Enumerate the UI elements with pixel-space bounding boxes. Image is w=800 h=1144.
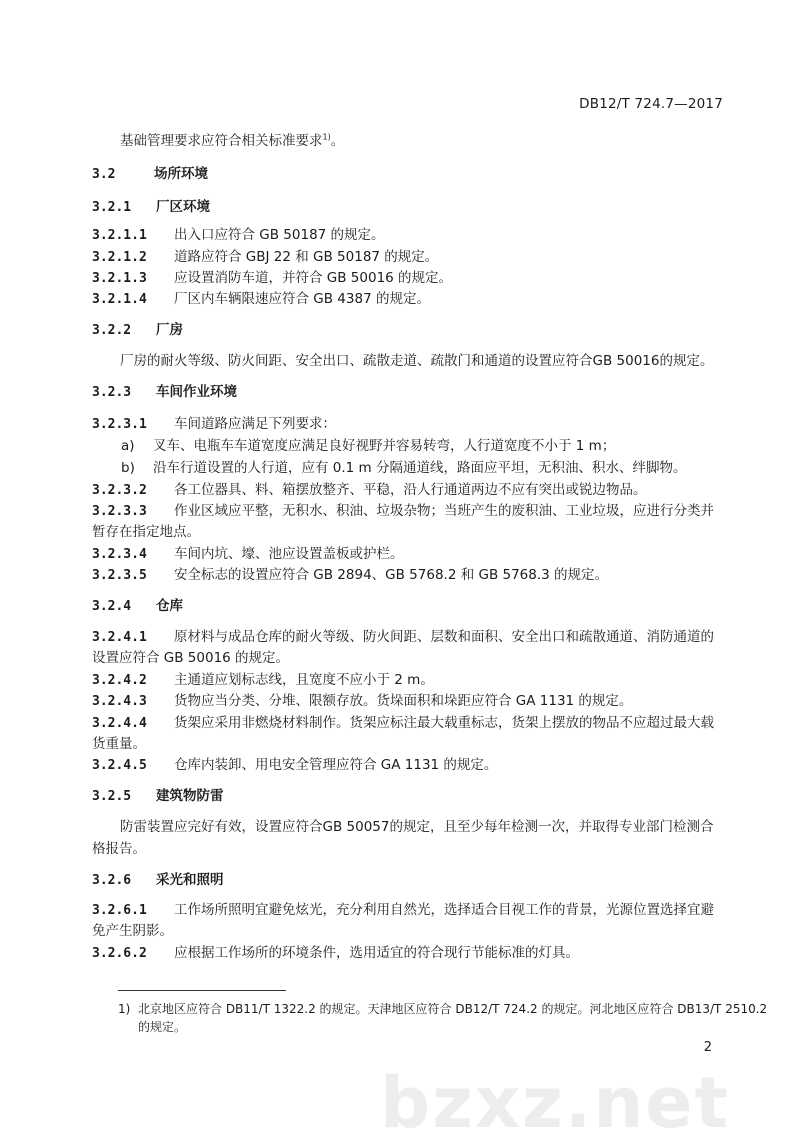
watermark: bzxz.net bbox=[380, 1062, 731, 1144]
clause-number: 3.2.3.3 bbox=[92, 504, 147, 519]
clause-number: 3.2.6.2 bbox=[92, 946, 147, 961]
document-code: DB12/T 724.7—2017 bbox=[579, 96, 723, 112]
clause-3-2-1-2 bbox=[92, 247, 438, 268]
clause-3-2-1-1 bbox=[92, 225, 385, 246]
footnote bbox=[118, 1000, 767, 1018]
clause-number: 3.2.4.5 bbox=[92, 758, 147, 773]
clause-3-2-4-1-continuation: 设置应符合 GB 50016 的规定。 bbox=[92, 650, 290, 666]
clause-text: 货架应采用非燃烧材料制作。货架应标注最大载重标志，货架上摆放的物品不应超过最大载 bbox=[174, 715, 714, 731]
section-number: 3.2.3 bbox=[92, 385, 132, 400]
list-marker: a) bbox=[121, 438, 135, 454]
section-3-2-2-paragraph: 厂房的耐火等级、防火间距、安全出口、疏散走道、疏散门和通道的设置应符合GB 50016的规定。 bbox=[120, 353, 714, 369]
clause-text: 各工位器具、料、箱摆放整齐、平稳，沿人行通道两边不应有突出或锐边物品。 bbox=[174, 482, 647, 498]
section-title: 场所环境 bbox=[154, 166, 208, 182]
clause-3-2-4-5 bbox=[92, 755, 497, 776]
list-marker: b) bbox=[121, 460, 135, 476]
clause-3-2-3-2 bbox=[92, 480, 647, 501]
clause-text: 仓库内装卸、用电安全管理应符合 GA 1131 的规定。 bbox=[174, 757, 498, 773]
clause-3-2-3-5 bbox=[92, 565, 608, 586]
clause-3-2-1-4 bbox=[92, 289, 430, 310]
section-3-2-2-heading bbox=[92, 320, 183, 341]
clause-3-2-6-1-continuation: 免产生阴影。 bbox=[92, 923, 173, 939]
clause-text: 原材料与成品仓库的耐火等级、防火间距、层数和面积、安全出口和疏散通道、消防通道的 bbox=[174, 629, 714, 645]
clause-3-2-4-3 bbox=[92, 691, 632, 712]
intro-text: 基础管理要求应符合相关标准要求 bbox=[120, 133, 323, 149]
clause-3-2-1-3 bbox=[92, 268, 452, 289]
clause-number: 3.2.4.2 bbox=[92, 673, 147, 688]
clause-text: 安全标志的设置应符合 GB 2894、GB 5768.2 和 GB 5768.3 的规定。 bbox=[174, 567, 609, 583]
clause-number: 3.2.6.1 bbox=[92, 903, 147, 918]
section-3-2-6-heading bbox=[92, 870, 224, 891]
clause-number: 3.2.4.4 bbox=[92, 716, 147, 731]
clause-number: 3.2.3.1 bbox=[92, 417, 147, 432]
clause-text: 主通道应划标志线，且宽度不应小于 2 m。 bbox=[174, 672, 434, 688]
list-item-text: 叉车、电瓶车车道宽度应满足良好视野并容易转弯，人行道宽度不小于 1 m； bbox=[153, 438, 616, 454]
intro-end: 。 bbox=[330, 133, 345, 149]
list-item-a bbox=[121, 436, 615, 456]
footnote-text: 北京地区应符合 DB11/T 1322.2 的规定。天津地区应符合 DB12/T 724.2 的规定。河北地区应符合 DB13/T 2510.2 bbox=[138, 1002, 768, 1016]
section-number: 3.2.5 bbox=[92, 789, 132, 804]
clause-3-2-3-4 bbox=[92, 544, 404, 565]
footnote-reference: 1) bbox=[322, 132, 331, 142]
clause-3-2-6-2 bbox=[92, 943, 579, 964]
section-number: 3.2 bbox=[92, 167, 116, 182]
section-number: 3.2.6 bbox=[92, 873, 132, 888]
clause-number: 3.2.1.2 bbox=[92, 250, 147, 265]
clause-text: 出入口应符合 GB 50187 的规定。 bbox=[174, 227, 385, 243]
section-3-2-5-paragraph: 防雷装置应完好有效，设置应符合GB 50057的规定，且至少每年检测一次，并取得专业部门检测合 bbox=[120, 819, 714, 835]
section-title: 厂房 bbox=[156, 322, 183, 338]
section-title: 仓库 bbox=[156, 598, 183, 614]
clause-3-2-3-3-continuation: 暂存在指定地点。 bbox=[92, 524, 200, 540]
list-item-text: 沿车行道设置的人行道，应有 0.1 m 分隔通道线，路面应平坦，无积油、积水、绊脚物。 bbox=[153, 460, 687, 476]
section-3-2-5-paragraph-continuation: 格报告。 bbox=[92, 841, 146, 857]
clause-3-2-4-1 bbox=[92, 627, 714, 648]
footnote-divider bbox=[118, 990, 286, 991]
clause-text: 货物应当分类、分堆、限额存放。货垛面积和垛距应符合 GA 1131 的规定。 bbox=[174, 693, 633, 709]
footnote-continuation: 的规定。 bbox=[138, 1020, 187, 1034]
footnote-marker: 1) bbox=[118, 1002, 131, 1016]
clause-number: 3.2.1.1 bbox=[92, 228, 147, 243]
clause-3-2-4-2 bbox=[92, 670, 434, 691]
clause-3-2-3-3 bbox=[92, 501, 714, 522]
clause-text: 应设置消防车道，并符合 GB 50016 的规定。 bbox=[174, 270, 453, 286]
clause-3-2-4-4 bbox=[92, 713, 714, 734]
list-item-b bbox=[121, 458, 687, 478]
section-3-2-3-heading bbox=[92, 382, 237, 403]
clause-number: 3.2.3.4 bbox=[92, 547, 147, 562]
clause-number: 3.2.4.1 bbox=[92, 630, 147, 645]
clause-number: 3.2.3.2 bbox=[92, 483, 147, 498]
section-title: 建筑物防雷 bbox=[156, 788, 224, 804]
clause-text: 作业区域应平整，无积水、积油、垃圾杂物；当班产生的废积油、工业垃圾，应进行分类并 bbox=[174, 503, 714, 519]
section-number: 3.2.2 bbox=[92, 323, 132, 338]
clause-number: 3.2.4.3 bbox=[92, 694, 147, 709]
clause-3-2-6-1 bbox=[92, 900, 714, 921]
clause-text: 厂区内车辆限速应符合 GB 4387 的规定。 bbox=[174, 291, 430, 307]
section-3-2-heading bbox=[92, 164, 208, 185]
intro-paragraph bbox=[120, 131, 344, 151]
clause-text: 车间内坑、壕、池应设置盖板或护栏。 bbox=[174, 546, 404, 562]
clause-number: 3.2.1.4 bbox=[92, 292, 147, 307]
section-title: 厂区环境 bbox=[156, 199, 210, 215]
clause-number: 3.2.3.5 bbox=[92, 568, 147, 583]
clause-3-2-3-1 bbox=[92, 414, 336, 435]
section-number: 3.2.4 bbox=[92, 599, 132, 614]
clause-number: 3.2.1.3 bbox=[92, 271, 147, 286]
section-title: 车间作业环境 bbox=[156, 384, 237, 400]
clause-text: 车间道路应满足下列要求： bbox=[174, 416, 336, 432]
clause-text: 应根据工作场所的环境条件，选用适宜的符合现行节能标准的灯具。 bbox=[174, 945, 579, 961]
section-3-2-5-heading bbox=[92, 786, 224, 807]
clause-text: 工作场所照明宜避免炫光，充分利用自然光，选择适合目视工作的背景，光源位置选择宜避 bbox=[174, 902, 714, 918]
section-title: 采光和照明 bbox=[156, 872, 224, 888]
clause-3-2-4-4-continuation: 货重量。 bbox=[92, 736, 146, 752]
clause-text: 道路应符合 GBJ 22 和 GB 50187 的规定。 bbox=[174, 249, 439, 265]
page-number: 2 bbox=[703, 1040, 712, 1055]
section-number: 3.2.1 bbox=[92, 200, 132, 215]
section-3-2-4-heading bbox=[92, 596, 183, 617]
section-3-2-1-heading bbox=[92, 197, 210, 218]
